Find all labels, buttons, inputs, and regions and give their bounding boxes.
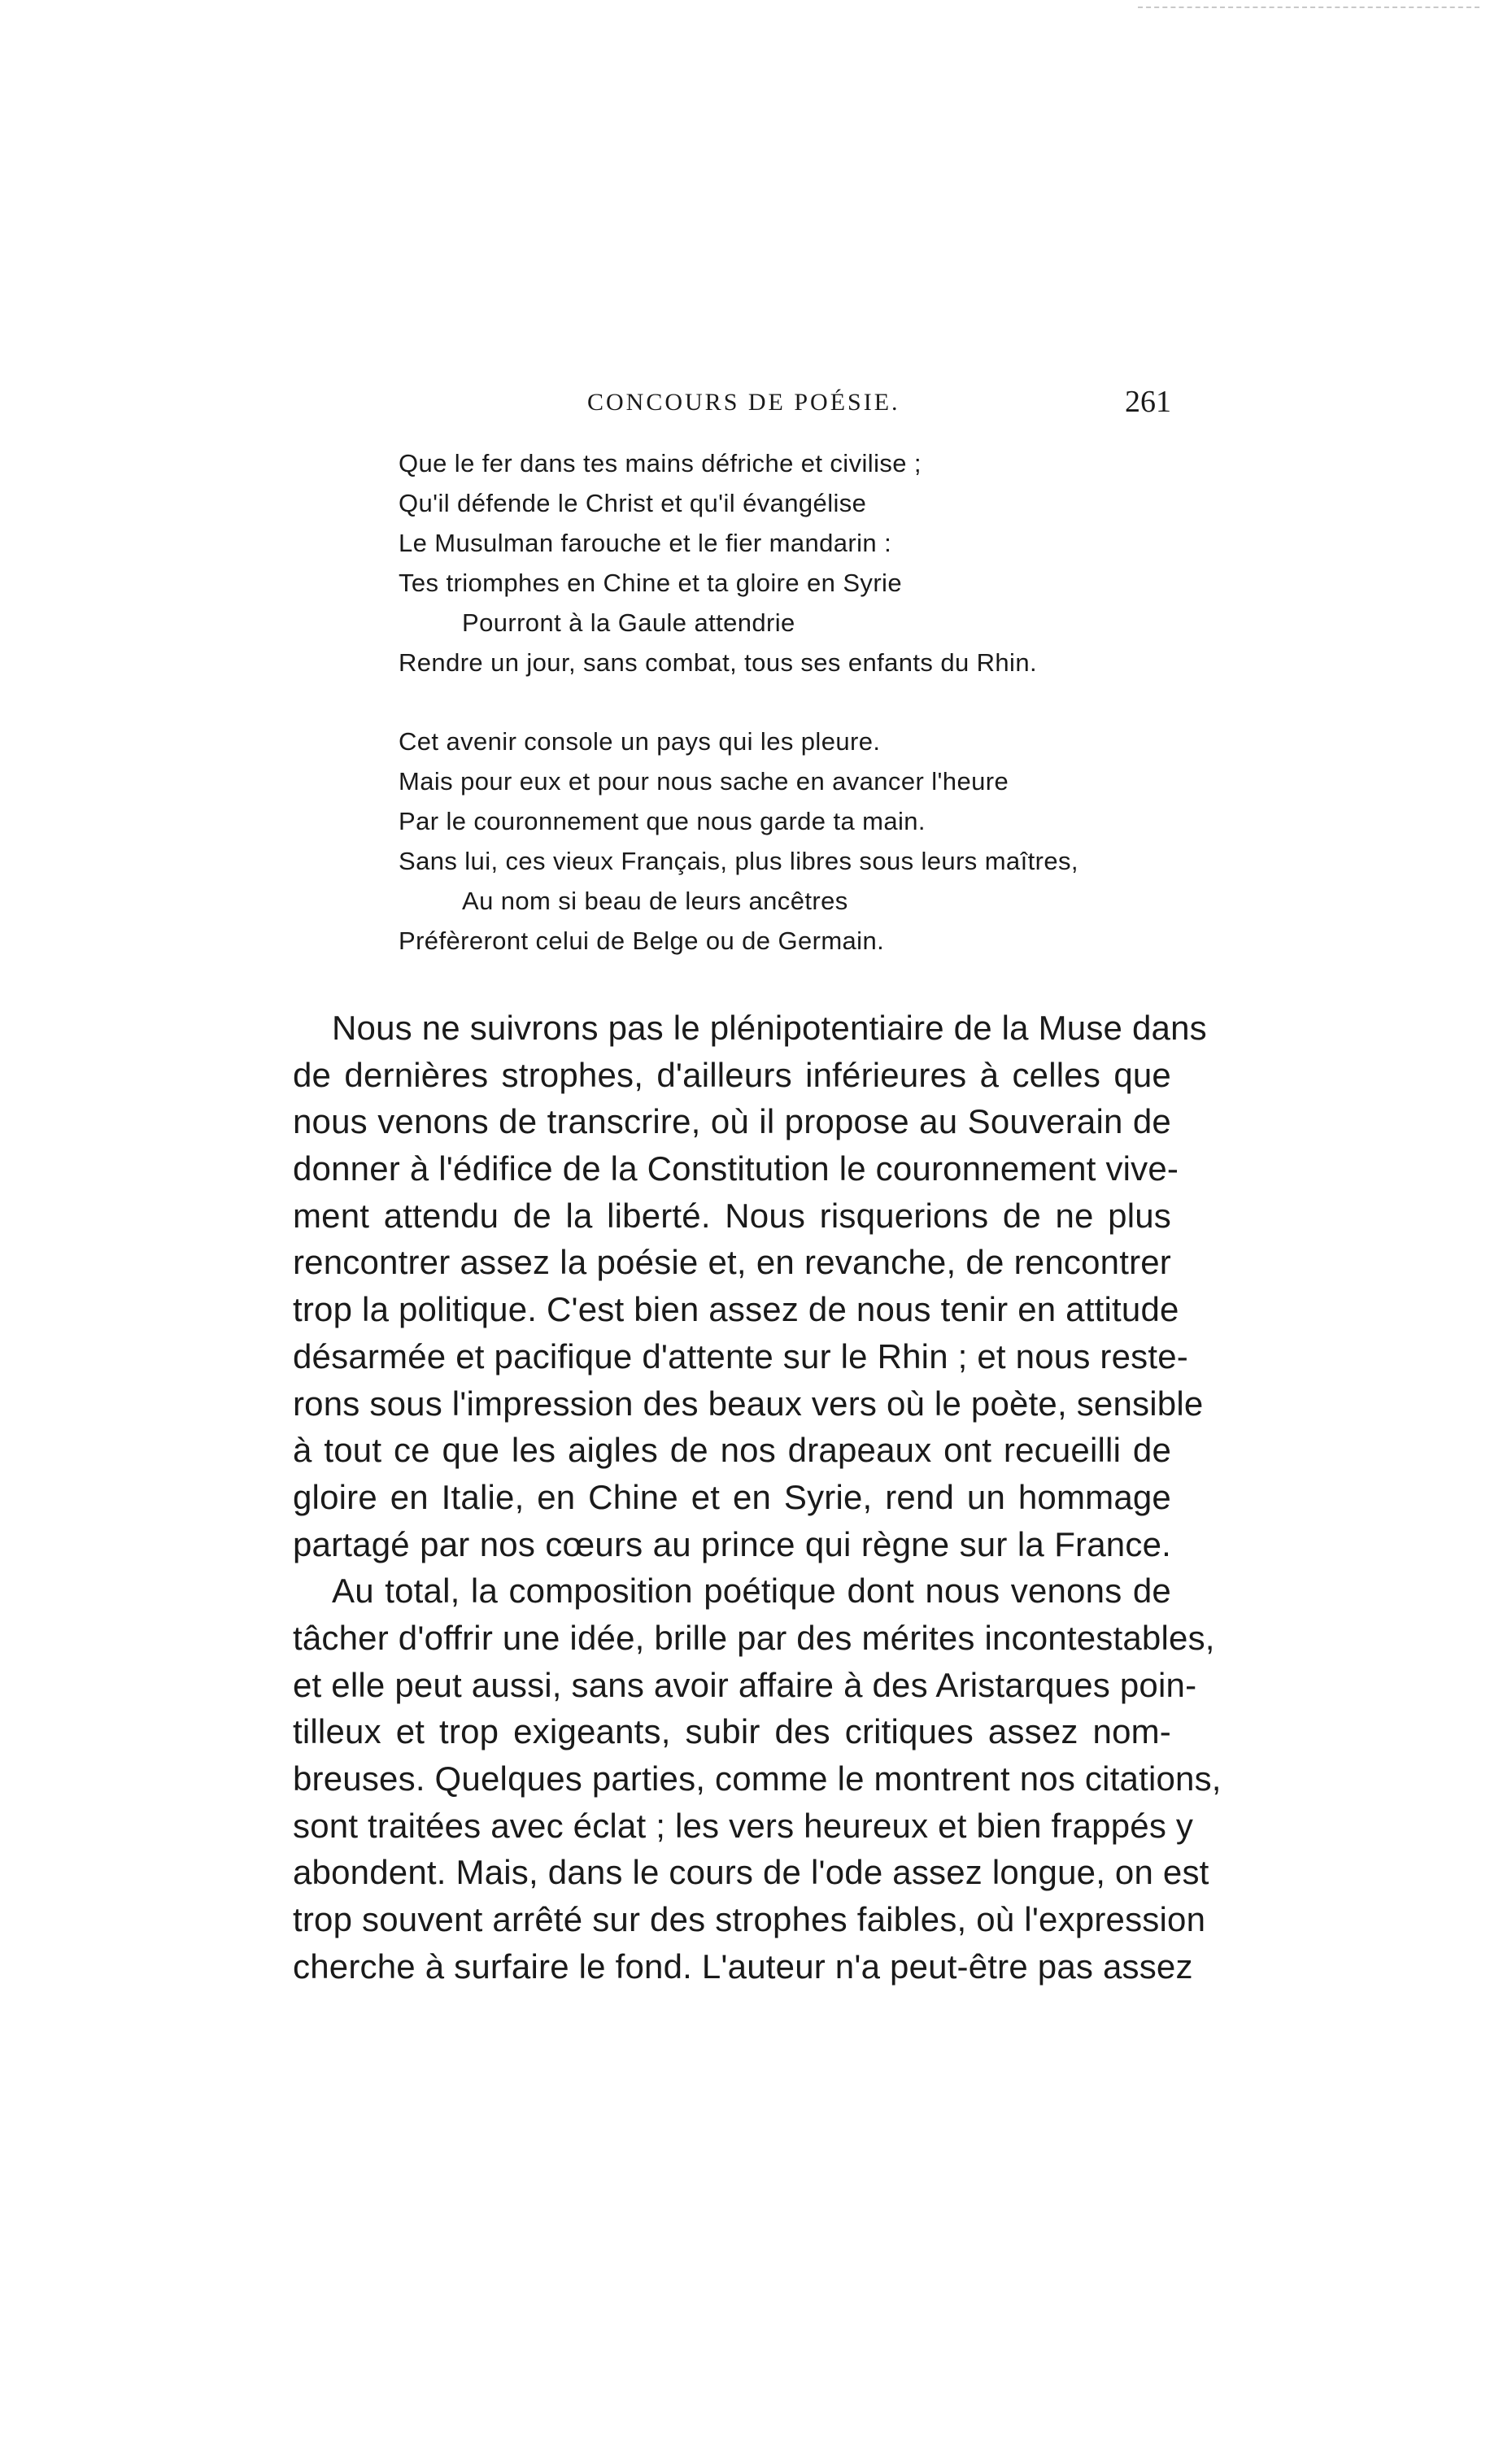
- prose-line: de dernières strophes, d'ailleurs inférieures à celles que: [293, 1055, 1171, 1094]
- poem-excerpt: [399, 443, 1171, 961]
- prose-line: ment attendu de la liberté. Nous risquerions de ne plus: [293, 1196, 1171, 1235]
- running-title: CONCOURS DE POÉSIE.: [587, 389, 900, 416]
- poem-line: Au nom si beau de leurs ancêtres: [462, 887, 848, 915]
- poem-line: Le Musulman farouche et le fier mandarin :: [399, 529, 892, 557]
- paragraph-2: [293, 1567, 1222, 1990]
- prose-body: [293, 1005, 1222, 1990]
- page-number: 261: [1125, 385, 1171, 419]
- poem-line: Qu'il défende le Christ et qu'il évangélise: [399, 489, 867, 517]
- poem-stanza-1: [399, 443, 1171, 682]
- stanza-separator: [399, 682, 1171, 722]
- poem-line: Cet avenir console un pays qui les pleure.: [399, 727, 881, 756]
- prose-line: nous venons de transcrire, où il propose au Souverain de: [293, 1102, 1171, 1141]
- poem-line: Pourront à la Gaule attendrie: [462, 608, 795, 637]
- prose-line: rencontrer assez la poésie et, en revanche, de rencontrer: [293, 1243, 1171, 1282]
- prose-line: sont traitées avec éclat ; les vers heureux et bien frappés y: [293, 1806, 1194, 1845]
- prose-line: abondent. Mais, dans le cours de l'ode assez longue, on est: [293, 1853, 1209, 1892]
- prose-line: gloire en Italie, en Chine et en Syrie, rend un hommage: [293, 1477, 1171, 1516]
- prose-line: à tout ce que les aigles de nos drapeaux ont recueilli de: [293, 1431, 1171, 1470]
- prose-line: Au total, la composition poétique dont nous venons de: [332, 1572, 1171, 1611]
- poem-stanza-2: [399, 722, 1171, 961]
- prose-line: désarmée et pacifique d'attente sur le Rhin ; et nous reste-: [293, 1336, 1188, 1375]
- poem-line: Sans lui, ces vieux Français, plus libres sous leurs maîtres,: [399, 847, 1078, 875]
- prose-line: breuses. Quelques parties, comme le montrent nos citations,: [293, 1759, 1222, 1798]
- paragraph-1: [293, 1005, 1207, 1567]
- poem-line: Rendre un jour, sans combat, tous ses enfants du Rhin.: [399, 648, 1037, 677]
- page-header: [293, 385, 1171, 429]
- poem-line: Préfèreront celui de Belge ou de Germain.: [399, 926, 885, 955]
- prose-line: trop la politique. C'est bien assez de nous tenir en attitude: [293, 1290, 1179, 1329]
- prose-line: tilleux et trop exigeants, subir des critiques assez nom-: [293, 1712, 1171, 1751]
- prose-line: Nous ne suivrons pas le plénipotentiaire de la Muse dans: [332, 1009, 1207, 1047]
- prose-line: partagé par nos cœurs au prince qui règne sur la France.: [293, 1524, 1171, 1563]
- poem-line: Par le couronnement que nous garde ta main.: [399, 807, 926, 835]
- prose-line: donner à l'édifice de la Constitution le couronnement vive-: [293, 1149, 1179, 1188]
- prose-line: tâcher d'offrir une idée, brille par des mérites incontestables,: [293, 1618, 1215, 1657]
- scan-artifact-marks: [1138, 7, 1479, 10]
- poem-line: Que le fer dans tes mains défriche et civilise ;: [399, 449, 922, 477]
- prose-line: cherche à surfaire le fond. L'auteur n'a peut-être pas assez: [293, 1947, 1193, 1986]
- poem-line: Mais pour eux et pour nous sache en avancer l'heure: [399, 767, 1009, 796]
- prose-line: trop souvent arrêté sur des strophes faibles, où l'expression: [293, 1900, 1206, 1939]
- poem-line: Tes triomphes en Chine et ta gloire en Syrie: [399, 569, 902, 597]
- prose-line: et elle peut aussi, sans avoir affaire à des Aristarques poin-: [293, 1665, 1197, 1704]
- prose-line: rons sous l'impression des beaux vers où le poète, sensible: [293, 1384, 1204, 1423]
